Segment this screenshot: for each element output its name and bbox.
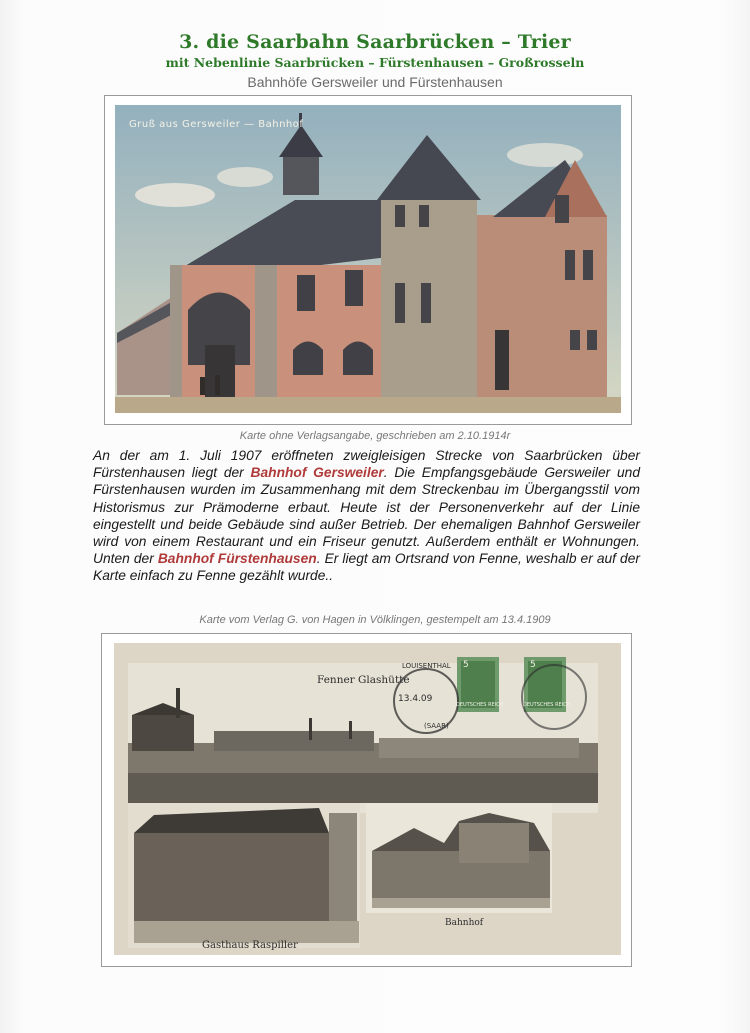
postcard-fenne-image — [114, 643, 621, 955]
postage-stamp-1-value: 5 — [463, 660, 469, 670]
page-subtitle: mit Nebenlinie Saarbrücken – Fürstenhausen – Großrosseln — [165, 55, 585, 70]
highlight-bahnhof-fuerstenhausen: Bahnhof Fürstenhausen — [157, 551, 317, 567]
postcard-frame-gersweiler — [104, 95, 632, 425]
postage-stamp-2-value: 5 — [530, 660, 536, 670]
postcard-gersweiler-image — [115, 105, 621, 413]
postmark-region: (SAAR) — [424, 722, 449, 730]
postcard-fenne-right-label: Bahnhof — [445, 918, 484, 928]
postcard-frame-fenne — [101, 633, 632, 967]
postcard-fenne-top-label: Fenner Glashütte — [317, 674, 410, 686]
postmark-town: LOUISENTHAL — [402, 662, 451, 670]
description-text — [93, 447, 640, 585]
postcard-fenne-caption: Karte vom Verlag G. von Hagen in Völklingen, gestempelt am 13.4.1909 — [199, 614, 551, 626]
description-part-2: . Die Empfangsgebäude Gersweiler und Fürstenhausen wurden im Zusammenhang mit dem Streckenbau im Übergangsstil vom Historismus zur Prämoderne erbaut. Heute ist der Personenverkehr auf der Linie eingestellt und beide Gebäude sind außer Betrieb. Der ehemaligen Bahnhof Gersweiler wird von einem Restaurant und ein Friseur genutzt. Außerdem enthält er Wohnungen. Unten der — [93, 465, 641, 567]
description-part-1: An der am 1. Juli 1907 eröffneten zweigleisigen Strecke von Saarbrücken über Fürstenhausen liegt der — [93, 448, 640, 481]
postcard-gersweiler-caption: Karte ohne Verlagsangabe, geschrieben am 2.10.1914r — [239, 430, 511, 442]
description-part-3: . Er liegt am Ortsrand von Fenne, weshalb er auf der Karte einfach zu Fenne gezählt wurde.. — [93, 551, 640, 584]
postage-stamp-1-country: DEUTSCHES REICH — [456, 702, 504, 708]
postcard-gersweiler-label: Gruß aus Gersweiler — Bahnhof — [129, 119, 304, 130]
highlight-bahnhof-gersweiler: Bahnhof Gersweiler — [250, 465, 384, 481]
postage-stamp-2-country: DEUTSCHES REICH — [523, 702, 571, 708]
postmark-date: 13.4.09 — [398, 694, 433, 704]
page-title: 3. die Saarbahn Saarbrücken – Trier — [179, 31, 571, 53]
section-heading: Bahnhöfe Gersweiler und Fürstenhausen — [247, 74, 503, 90]
postcard-fenne-left-label: Gasthaus Raspiller — [202, 940, 298, 951]
